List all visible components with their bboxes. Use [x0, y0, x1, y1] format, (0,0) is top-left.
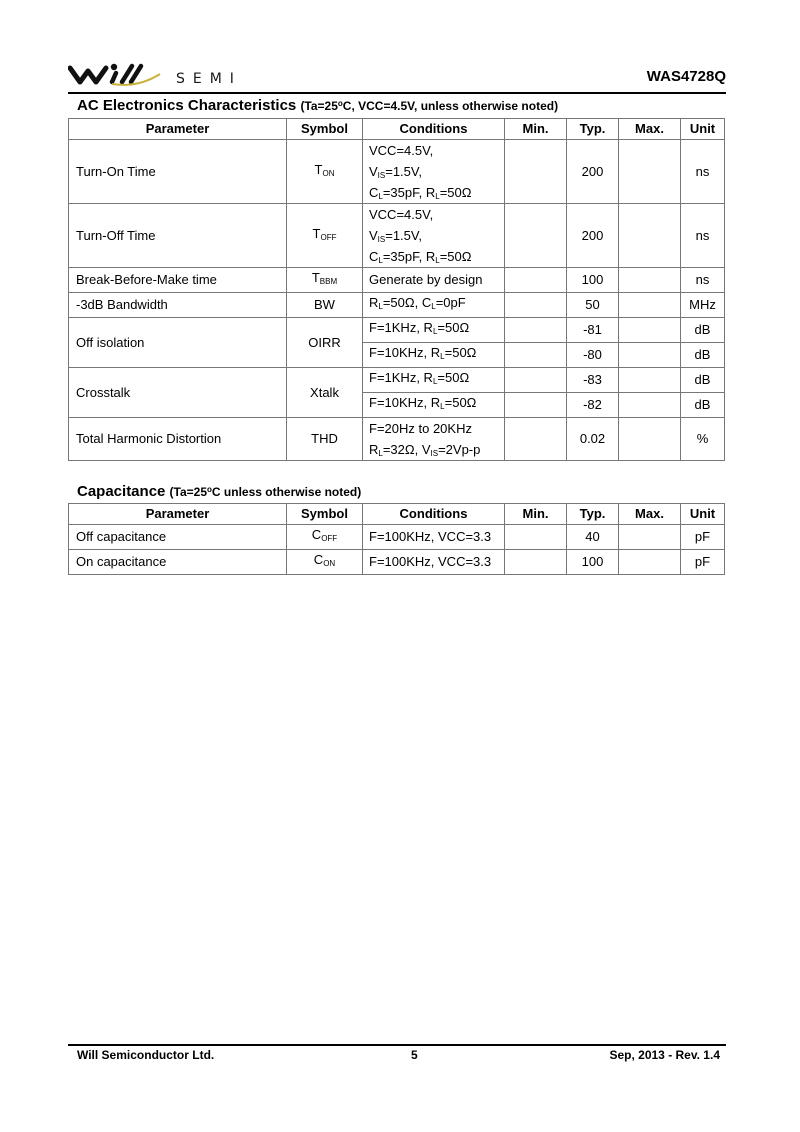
min-bandwidth: [505, 293, 567, 318]
max-turn-off: [619, 204, 681, 268]
table-row: [69, 318, 725, 343]
header-min: Min.: [505, 504, 567, 525]
table-row: [69, 293, 725, 318]
param-on-cap: On capacitance: [69, 550, 287, 575]
cap-title-condition: ($Ta=25^oC$ unless otherwise noted): [169, 485, 362, 499]
typ-thd: 0.02: [567, 418, 619, 461]
header-max: Max.: [619, 119, 681, 140]
typ-turn-on: 200: [567, 140, 619, 204]
table-row: [69, 525, 725, 550]
cond-bbm: Generate by design: [363, 268, 505, 293]
max-crosstalk-1: [619, 368, 681, 393]
typ-off-isolation-2: -80: [567, 343, 619, 368]
symbol-oirr: OIRR: [287, 318, 363, 368]
symbol-bw: BW: [287, 293, 363, 318]
unit-turn-on: ns: [681, 140, 725, 204]
symbol-xtalk: Xtalk: [287, 368, 363, 418]
min-crosstalk-1: [505, 368, 567, 393]
min-off-cap: [505, 525, 567, 550]
typ-crosstalk-1: -83: [567, 368, 619, 393]
cond-off-isolation-1: F=1KHz, $R_L=50\Omega$: [363, 318, 505, 343]
unit-off-isolation-1: dB: [681, 318, 725, 343]
header-max: Max.: [619, 504, 681, 525]
cond-off-cap: F=100KHz, VCC=3.3: [363, 525, 505, 550]
header-parameter: Parameter: [69, 504, 287, 525]
cond-crosstalk-2: F=10KHz, $R_L=50\Omega$: [363, 393, 505, 418]
header-conditions: Conditions: [363, 119, 505, 140]
max-off-isolation-1: [619, 318, 681, 343]
table-row: [69, 550, 725, 575]
typ-off-isolation-1: -81: [567, 318, 619, 343]
document-id: WAS4728Q: [646, 68, 726, 85]
header-typ: Typ.: [567, 504, 619, 525]
min-off-isolation-1: [505, 318, 567, 343]
unit-turn-off: ns: [681, 204, 725, 268]
unit-thd: %: [681, 418, 725, 461]
will-logo-icon: [68, 62, 168, 88]
max-crosstalk-2: [619, 393, 681, 418]
unit-bbm: ns: [681, 268, 725, 293]
ac-section-title: [77, 97, 558, 114]
min-bbm: [505, 268, 567, 293]
cond-on-cap: F=100KHz, VCC=3.3: [363, 550, 505, 575]
cond-turn-off: VCC=4.5V, $V_{IS}=1.5V$, $C_L=35pF$, $R_L=50\Omega$: [363, 204, 505, 268]
table-header-row: [69, 504, 725, 525]
footer-company: Will Semiconductor Ltd.: [77, 1048, 215, 1062]
unit-crosstalk-1: dB: [681, 368, 725, 393]
header-parameter: Parameter: [69, 119, 287, 140]
param-off-cap: Off capacitance: [69, 525, 287, 550]
table-row: [69, 140, 725, 204]
max-thd: [619, 418, 681, 461]
max-bbm: [619, 268, 681, 293]
table-row: [69, 204, 725, 268]
unit-on-cap: pF: [681, 550, 725, 575]
cond-turn-on: VCC=4.5V, $V_{IS}=1.5V$, $C_L=35pF$, $R_L=50\Omega$: [363, 140, 505, 204]
table-row: [69, 368, 725, 393]
cap-title-text: Capacitance: [77, 483, 166, 500]
unit-off-isolation-2: dB: [681, 343, 725, 368]
header-divider: [68, 92, 726, 94]
header-conditions: Conditions: [363, 504, 505, 525]
cap-section-title: [77, 483, 361, 500]
capacitance-table: [68, 503, 725, 575]
max-bandwidth: [619, 293, 681, 318]
unit-off-cap: pF: [681, 525, 725, 550]
company-logo: [68, 60, 288, 88]
symbol-coff: $C_{OFF}$: [287, 525, 363, 550]
max-off-isolation-2: [619, 343, 681, 368]
typ-on-cap: 100: [567, 550, 619, 575]
param-bbm: Break-Before-Make time: [69, 268, 287, 293]
footer-page-number: 5: [411, 1048, 418, 1062]
symbol-toff: $T_{OFF}$: [287, 204, 363, 268]
cond-crosstalk-1: F=1KHz, $R_L=50\Omega$: [363, 368, 505, 393]
min-turn-on: [505, 140, 567, 204]
cond-bandwidth: $R_L=50\Omega$, $C_L=0pF$: [363, 293, 505, 318]
header-symbol: Symbol: [287, 119, 363, 140]
ac-characteristics-table: [68, 118, 725, 461]
max-on-cap: [619, 550, 681, 575]
typ-bbm: 100: [567, 268, 619, 293]
table-row: [69, 418, 725, 461]
param-turn-on: Turn-On Time: [69, 140, 287, 204]
param-turn-off: Turn-Off Time: [69, 204, 287, 268]
param-crosstalk: Crosstalk: [69, 368, 287, 418]
min-turn-off: [505, 204, 567, 268]
min-on-cap: [505, 550, 567, 575]
unit-bandwidth: MHz: [681, 293, 725, 318]
header-min: Min.: [505, 119, 567, 140]
symbol-tbbm: $T_{BBM}$: [287, 268, 363, 293]
param-bandwidth: -3dB Bandwidth: [69, 293, 287, 318]
typ-bandwidth: 50: [567, 293, 619, 318]
param-off-isolation: Off isolation: [69, 318, 287, 368]
typ-turn-off: 200: [567, 204, 619, 268]
typ-crosstalk-2: -82: [567, 393, 619, 418]
header-unit: Unit: [681, 119, 725, 140]
symbol-ton: $T_{ON}$: [287, 140, 363, 204]
logo-text: SEMI: [176, 71, 242, 87]
min-crosstalk-2: [505, 393, 567, 418]
symbol-thd: THD: [287, 418, 363, 461]
cond-off-isolation-2: F=10KHz, $R_L=50\Omega$: [363, 343, 505, 368]
footer-divider: [68, 1044, 726, 1046]
page-header: [68, 58, 726, 94]
typ-off-cap: 40: [567, 525, 619, 550]
cond-thd: F=20Hz to 20KHz $R_L=32\Omega$, $V_{IS}=2Vp-p$: [363, 418, 505, 461]
table-header-row: [69, 119, 725, 140]
unit-crosstalk-2: dB: [681, 393, 725, 418]
ac-title-condition: ($Ta=25^oC$, VCC=4.5V, unless otherwise noted): [300, 99, 559, 113]
max-off-cap: [619, 525, 681, 550]
min-thd: [505, 418, 567, 461]
footer-revision: Sep, 2013 - Rev. 1.4: [609, 1048, 720, 1062]
max-turn-on: [619, 140, 681, 204]
min-off-isolation-2: [505, 343, 567, 368]
table-row: [69, 268, 725, 293]
header-unit: Unit: [681, 504, 725, 525]
header-typ: Typ.: [567, 119, 619, 140]
ac-title-text: AC Electronics Characteristics: [77, 97, 297, 114]
symbol-con: $C_{ON}$: [287, 550, 363, 575]
header-symbol: Symbol: [287, 504, 363, 525]
param-thd: Total Harmonic Distortion: [69, 418, 287, 461]
